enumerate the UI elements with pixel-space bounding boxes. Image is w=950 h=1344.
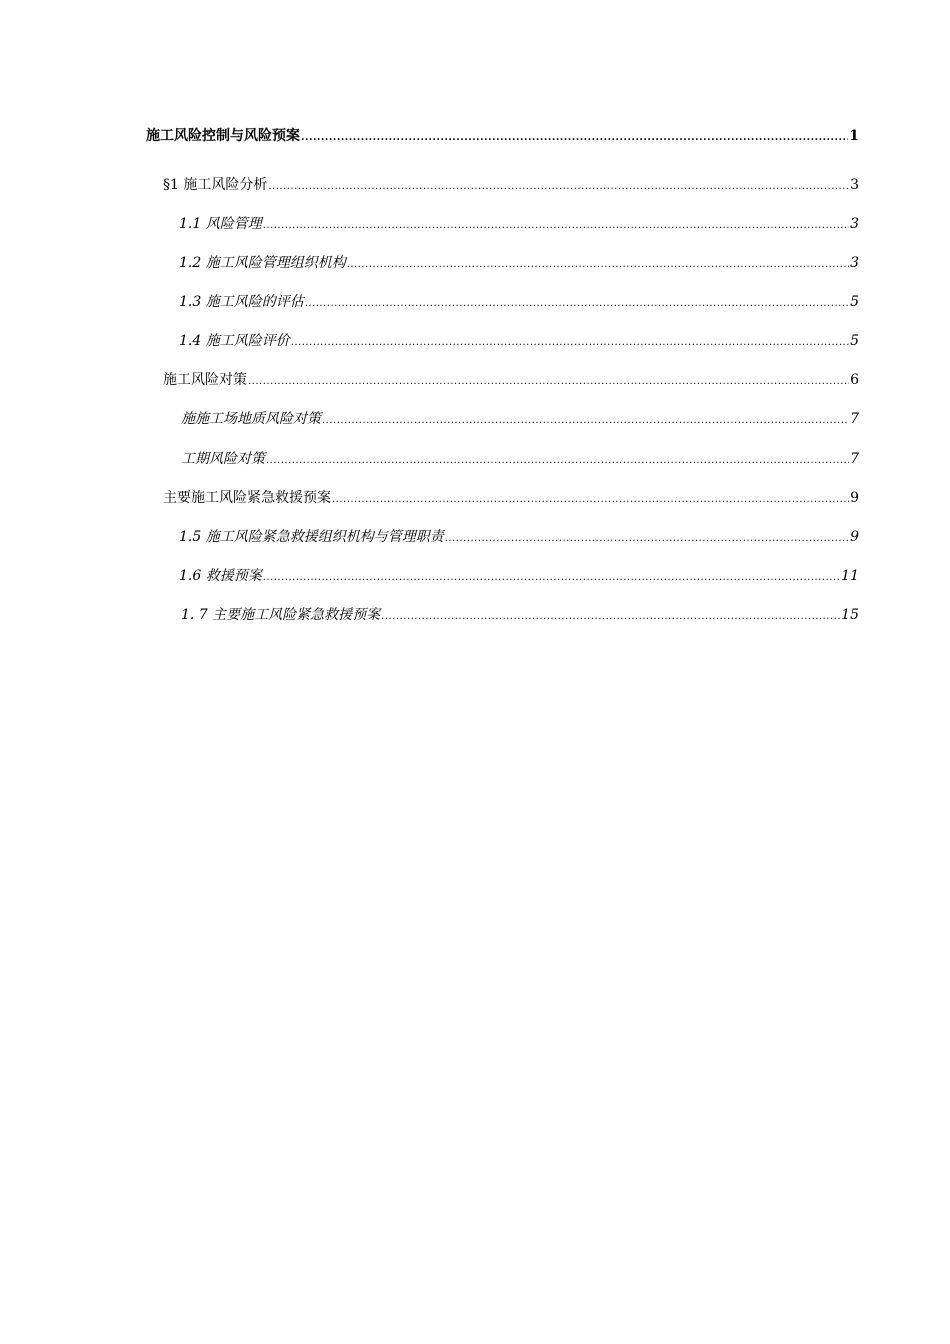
toc-page-number: 3: [850, 216, 859, 232]
toc-dot-leader: [248, 371, 849, 393]
toc-entry-1-2[interactable]: [179, 252, 859, 274]
toc-entry-title: 主要施工风险紧急救援预案: [163, 490, 331, 506]
toc-page-number: 1: [849, 128, 859, 144]
toc-entry-title: 工期风险对策: [181, 451, 265, 467]
toc-page-number: 3: [850, 177, 859, 193]
toc-dot-leader: [305, 293, 849, 315]
toc-dot-leader: [263, 567, 840, 589]
toc-entry-title: 施施工场地质风险对策: [181, 411, 321, 427]
toc-page-number: 5: [850, 294, 859, 310]
toc-dot-leader: [381, 606, 840, 628]
toc-entry-geology-risk[interactable]: [181, 408, 859, 430]
toc-entry-main-title[interactable]: [146, 125, 859, 147]
toc-entry-title: 1.2 施工风险管理组织机构: [179, 255, 346, 271]
toc-page-number: 9: [850, 490, 859, 506]
toc-entry-title: 1.3 施工风险的评估: [179, 294, 304, 310]
toc-entry-title: 1.1 风险管理: [179, 216, 262, 232]
toc-entry-1-1[interactable]: [179, 213, 859, 235]
toc-entry-title: 1.6 救援预案: [179, 568, 262, 584]
toc-dot-leader: [291, 332, 849, 354]
toc-entry-title: §1 施工风险分析: [163, 177, 268, 193]
toc-page-number: 7: [850, 411, 859, 427]
toc-entry-emergency-plan[interactable]: [163, 487, 859, 509]
toc-page-number: 11: [841, 568, 859, 584]
toc-entry-section-1[interactable]: [163, 174, 859, 196]
toc-page-number: 5: [850, 333, 859, 349]
toc-entry-1-7[interactable]: [181, 604, 859, 626]
toc-entry-title: 施工风险对策: [163, 372, 247, 388]
toc-entry-risk-countermeasures[interactable]: [163, 369, 859, 391]
toc-entry-1-4[interactable]: [179, 330, 859, 352]
toc-entry-1-6[interactable]: [179, 565, 859, 587]
toc-page-number: 6: [850, 372, 859, 388]
toc-page-number: 3: [850, 255, 859, 271]
toc-entry-title: 施工风险控制与风险预案: [146, 128, 300, 144]
toc-dot-leader: [445, 528, 849, 550]
toc-dot-leader: [301, 127, 848, 149]
toc-entry-title: 1.4 施工风险评价: [179, 333, 290, 349]
toc-dot-leader: [268, 176, 849, 198]
toc-page-number: 15: [841, 607, 859, 623]
toc-dot-leader: [263, 215, 849, 237]
toc-entry-schedule-risk[interactable]: [181, 448, 859, 470]
toc-dot-leader: [332, 489, 849, 511]
toc-entry-title: 1.5 施工风险紧急救援组织机构与管理职责: [179, 529, 444, 545]
toc-entry-1-3[interactable]: [179, 291, 859, 313]
toc-dot-leader: [347, 254, 849, 276]
toc-dot-leader: [266, 450, 849, 472]
toc-page-number: 9: [850, 529, 859, 545]
toc-page-number: 7: [850, 451, 859, 467]
toc-entry-title: 1. 7 主要施工风险紧急救援预案: [181, 607, 381, 623]
toc-entry-1-5[interactable]: [179, 526, 859, 548]
toc-dot-leader: [322, 410, 849, 432]
